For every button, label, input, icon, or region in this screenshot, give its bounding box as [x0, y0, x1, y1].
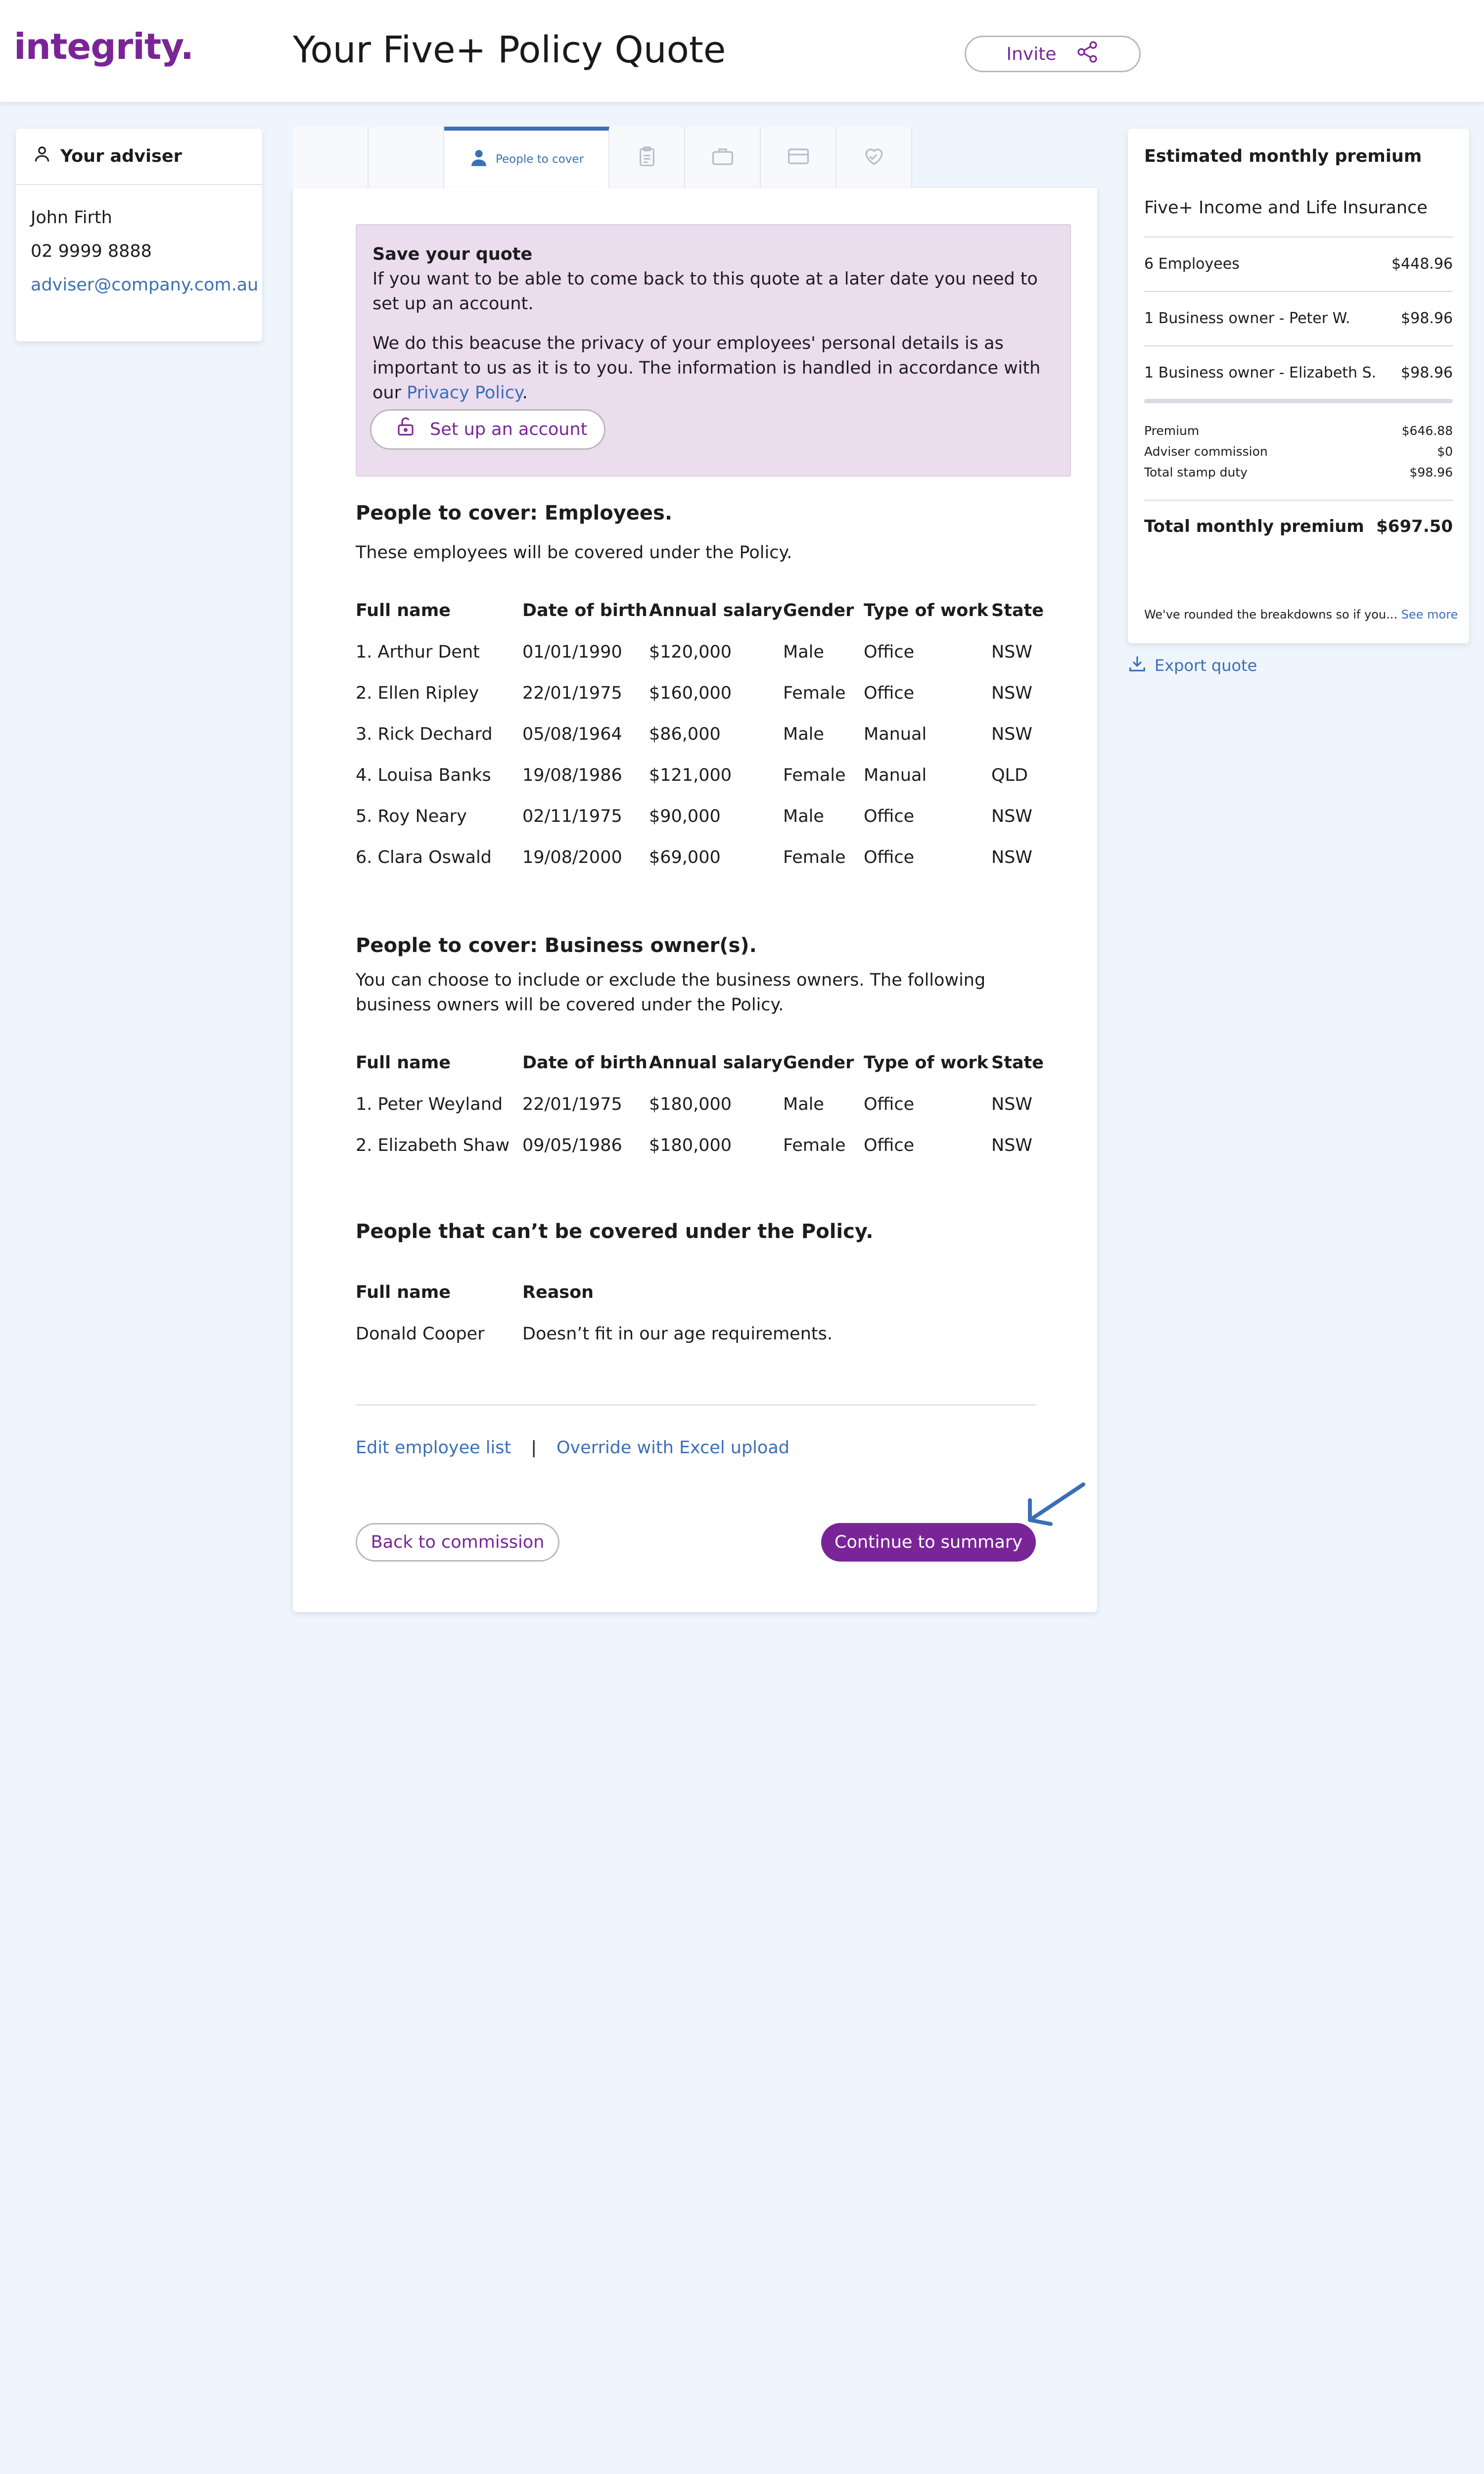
divider — [1144, 500, 1453, 501]
privacy-text — [372, 331, 1054, 405]
cell-state: NSW — [991, 1135, 1033, 1155]
breakdown-line — [1144, 424, 1453, 438]
people-to-cover-panel — [293, 188, 1097, 1612]
col-full-name: Full name — [356, 1283, 451, 1302]
cell-state: QLD — [991, 765, 1028, 785]
briefcase-icon — [711, 146, 734, 168]
table-header-row — [356, 1272, 833, 1313]
cell-name: 4. Louisa Banks — [356, 765, 491, 785]
cell-dob: 19/08/2000 — [522, 847, 622, 867]
col-date-of-birth: Date of birth — [522, 601, 648, 620]
tab-label: People to cover — [495, 153, 584, 166]
breakdown-line — [1144, 465, 1453, 479]
cell-name: 3. Rick Dechard — [356, 724, 493, 744]
invite-button[interactable] — [965, 36, 1141, 72]
export-quote-label: Export quote — [1155, 656, 1257, 675]
see-more-link[interactable]: See more — [1401, 608, 1458, 621]
col-full-name: Full name — [356, 601, 451, 620]
link-separator: | — [531, 1438, 537, 1458]
table-row — [356, 1084, 1046, 1125]
cell-state: NSW — [991, 1094, 1033, 1114]
premium-line — [1144, 364, 1453, 381]
breakdown-label: Total stamp duty — [1144, 465, 1248, 479]
tab-step-1[interactable] — [293, 127, 369, 188]
cell-gender: Male — [783, 1094, 824, 1114]
cell-salary: $90,000 — [649, 806, 721, 826]
cell-dob: 09/05/1986 — [522, 1135, 622, 1155]
cell-dob: 19/08/1986 — [522, 765, 622, 785]
adviser-phone: 02 9999 8888 — [31, 241, 152, 261]
cell-name: 1. Peter Weyland — [356, 1094, 503, 1114]
adviser-title: Your adviser — [60, 146, 182, 166]
cell-salary: $121,000 — [649, 765, 732, 785]
cell-gender: Male — [783, 806, 824, 826]
divider — [1144, 399, 1453, 403]
employees-title: People to cover: Employees. — [356, 502, 673, 524]
cell-salary: $69,000 — [649, 847, 721, 867]
premium-summary-card — [1128, 129, 1469, 643]
col-gender: Gender — [783, 601, 854, 620]
cell-gender: Male — [783, 642, 824, 662]
list-actions — [356, 1438, 789, 1458]
total-label: Total monthly premium — [1144, 517, 1364, 536]
person-icon — [33, 145, 51, 168]
premium-line-value: $98.96 — [1401, 364, 1453, 381]
cell-state: NSW — [991, 683, 1033, 703]
cell-salary: $120,000 — [649, 642, 732, 662]
cell-gender: Female — [783, 683, 846, 703]
breakdown-value: $0 — [1437, 444, 1453, 459]
tab-people-to-cover[interactable] — [444, 127, 609, 188]
override-excel-upload-link[interactable]: Override with Excel upload — [556, 1438, 789, 1458]
tab-cover[interactable] — [836, 127, 912, 188]
cell-work: Office — [864, 847, 915, 867]
cell-work: Office — [864, 1094, 915, 1114]
cell-gender: Female — [783, 1135, 846, 1155]
unlock-icon — [395, 416, 416, 443]
cell-work: Manual — [864, 724, 927, 744]
continue-to-summary-button[interactable]: Continue to summary — [821, 1523, 1036, 1562]
cell-reason: Doesn’t fit in our age requirements. — [522, 1324, 833, 1344]
cell-name: 2. Ellen Ripley — [356, 683, 479, 703]
employees-table — [356, 590, 1046, 878]
rounding-note-text: We've rounded the breakdowns so if you... — [1144, 608, 1397, 621]
set-up-account-label: Set up an account — [430, 420, 588, 439]
export-quote-link[interactable] — [1128, 654, 1257, 677]
edit-employee-list-link[interactable]: Edit employee list — [356, 1438, 511, 1458]
breakdown-line — [1144, 444, 1453, 459]
share-icon — [1075, 40, 1099, 68]
owners-title: People to cover: Business owner(s). — [356, 934, 757, 957]
cell-name: 2. Elizabeth Shaw — [356, 1135, 510, 1155]
table-row — [356, 1125, 1046, 1166]
annotation-arrow-icon — [1023, 1480, 1087, 1532]
breakdown-label: Premium — [1144, 424, 1200, 438]
cell-work: Office — [864, 642, 915, 662]
privacy-text-after: . — [522, 383, 528, 403]
table-row — [356, 1313, 833, 1354]
premium-line-label: 1 Business owner - Elizabeth S. — [1144, 364, 1377, 381]
cell-dob: 01/01/1990 — [522, 642, 622, 662]
adviser-card — [16, 129, 262, 341]
credit-card-icon — [787, 147, 810, 167]
adviser-name: John Firth — [31, 208, 112, 228]
col-date-of-birth: Date of birth — [522, 1053, 648, 1073]
total-premium — [1144, 517, 1453, 536]
divider — [1144, 291, 1453, 292]
cell-work: Office — [864, 683, 915, 703]
cell-state: NSW — [991, 806, 1033, 826]
col-type-of-work: Type of work — [864, 601, 988, 620]
cell-gender: Female — [783, 765, 846, 785]
clipboard-icon — [637, 145, 657, 169]
cell-state: NSW — [991, 847, 1033, 867]
col-type-of-work: Type of work — [864, 1053, 988, 1073]
table-row — [356, 672, 1046, 714]
cell-name: 1. Arthur Dent — [356, 642, 480, 662]
cell-work: Manual — [864, 765, 927, 785]
cell-work: Office — [864, 1135, 915, 1155]
owners-text: You can choose to include or exclude the business owners. The following business owners will be covered under the Policy. — [356, 970, 986, 1015]
save-quote-text: If you want to be able to come back to this quote at a later date you need to set up an account. — [372, 269, 1038, 314]
premium-line — [1144, 310, 1453, 327]
col-state: State — [991, 1053, 1044, 1073]
adviser-email-link[interactable]: adviser@company.com.au — [31, 275, 259, 295]
page-title: Your Five+ Policy Quote — [293, 29, 726, 71]
employees-text: These employees will be covered under the Policy. — [356, 543, 792, 563]
set-up-account-button[interactable] — [370, 409, 605, 450]
cell-state: NSW — [991, 724, 1033, 744]
premium-line — [1144, 255, 1453, 273]
rounding-note — [1144, 608, 1458, 621]
excluded-title: People that can’t be covered under the Policy. — [356, 1220, 874, 1243]
breakdown-label: Adviser commission — [1144, 444, 1268, 459]
col-annual-salary: Annual salary — [649, 601, 783, 620]
divider — [1144, 237, 1453, 238]
product-name: Five+ Income and Life Insurance — [1144, 198, 1428, 218]
premium-line-value: $448.96 — [1391, 255, 1453, 273]
save-quote-notice — [356, 224, 1071, 476]
back-to-commission-button[interactable]: Back to commission — [356, 1523, 559, 1562]
table-header-row — [356, 590, 1046, 631]
col-full-name: Full name — [356, 1053, 451, 1073]
invite-label: Invite — [1006, 44, 1057, 64]
privacy-policy-link[interactable]: Privacy Policy — [407, 383, 522, 403]
save-quote-title: Save your quote — [372, 244, 533, 264]
cell-salary: $86,000 — [649, 724, 721, 744]
col-annual-salary: Annual salary — [649, 1053, 783, 1073]
handshake-heart-icon — [863, 146, 885, 169]
cell-gender: Male — [783, 724, 824, 744]
cell-dob: 22/01/1975 — [522, 683, 622, 703]
step-tabs — [293, 127, 912, 188]
adviser-header — [16, 129, 262, 185]
adviser-details — [16, 185, 262, 302]
cell-name: 5. Roy Neary — [356, 806, 467, 826]
cell-salary: $180,000 — [649, 1094, 732, 1114]
table-row — [356, 755, 1046, 796]
section-divider — [356, 1404, 1036, 1406]
cell-dob: 02/11/1975 — [522, 806, 622, 826]
table-row — [356, 796, 1046, 837]
tab-payment[interactable] — [761, 127, 836, 188]
cell-dob: 22/01/1975 — [522, 1094, 622, 1114]
tab-clipboard[interactable] — [609, 127, 685, 188]
col-reason: Reason — [522, 1283, 594, 1302]
divider — [1144, 345, 1453, 346]
cell-state: NSW — [991, 642, 1033, 662]
person-icon — [469, 148, 489, 171]
col-state: State — [991, 601, 1044, 620]
premium-line-label: 6 Employees — [1144, 255, 1240, 273]
premium-title: Estimated monthly premium — [1144, 146, 1422, 166]
cell-name: 6. Clara Oswald — [356, 847, 492, 867]
cell-salary: $160,000 — [649, 683, 732, 703]
cell-work: Office — [864, 806, 915, 826]
cell-gender: Female — [783, 847, 846, 867]
integrity-logo[interactable]: integrity. — [14, 26, 194, 67]
download-icon — [1128, 654, 1147, 677]
breakdown-value: $646.88 — [1401, 424, 1453, 438]
table-header-row — [356, 1042, 1046, 1084]
breakdown-value: $98.96 — [1409, 465, 1453, 479]
tab-briefcase[interactable] — [685, 127, 761, 188]
app-header — [0, 0, 1484, 102]
table-row — [356, 631, 1046, 672]
tab-step-2[interactable] — [369, 127, 444, 188]
cell-salary: $180,000 — [649, 1135, 732, 1155]
table-row — [356, 714, 1046, 755]
excluded-table — [356, 1272, 833, 1354]
total-value: $697.50 — [1376, 517, 1453, 536]
cell-name: Donald Cooper — [356, 1324, 485, 1344]
premium-line-label: 1 Business owner - Peter W. — [1144, 310, 1350, 327]
owners-table — [356, 1042, 1046, 1166]
premium-line-value: $98.96 — [1401, 310, 1453, 327]
col-gender: Gender — [783, 1053, 854, 1073]
table-row — [356, 837, 1046, 878]
cell-dob: 05/08/1964 — [522, 724, 622, 744]
privacy-text-before: We do this beacuse the privacy of your employees' personal details is as important to us as it is to you. The information is handled in accordance with our — [372, 333, 1041, 403]
